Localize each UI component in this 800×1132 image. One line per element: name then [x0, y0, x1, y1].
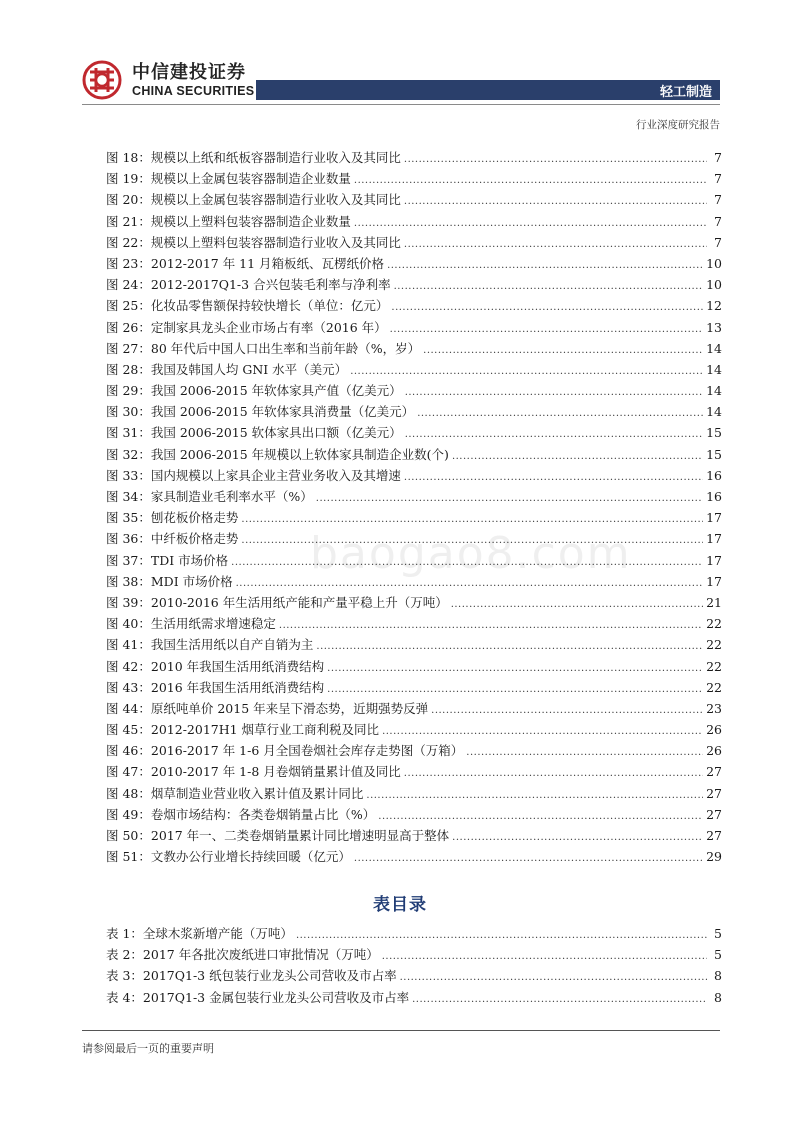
dot-leader [405, 387, 703, 398]
figure-entry-page-number: 17 [706, 510, 722, 526]
table-entry-label: 表 2：2017 年各批次废纸进口审批情况（万吨） [106, 947, 379, 963]
figure-entry-page-number: 10 [706, 255, 722, 271]
figure-entry-label: 图 25：化妆品零售额保持较快增长（单位：亿元） [106, 298, 389, 314]
footer-divider [82, 1030, 720, 1031]
figure-entry-page-number: 12 [706, 298, 722, 314]
figure-entry[interactable] [106, 593, 722, 614]
table-entry-label: 表 1：全球木浆新增产能（万吨） [106, 926, 293, 941]
dot-leader [431, 705, 703, 716]
figure-entry-label: 图 35：刨花板价格走势 [106, 510, 239, 526]
dot-leader [405, 429, 703, 440]
figure-entry[interactable] [106, 296, 722, 317]
dot-leader [241, 514, 703, 525]
figure-entry-page-number: 16 [706, 489, 722, 504]
dot-leader [350, 366, 703, 377]
dot-leader [327, 663, 703, 674]
figure-entry[interactable] [106, 847, 722, 868]
table-entry[interactable] [106, 924, 722, 945]
figure-entry[interactable] [106, 508, 722, 529]
figure-entry-page-number: 14 [706, 340, 722, 356]
header-divider [82, 104, 720, 105]
figure-entry-page-number: 27 [706, 764, 722, 780]
industry-banner [256, 80, 720, 100]
dot-leader [423, 345, 703, 356]
figure-entry[interactable] [106, 275, 722, 296]
figure-entry[interactable] [106, 360, 722, 381]
dot-leader [366, 790, 703, 801]
figure-entry[interactable] [106, 635, 722, 656]
figure-entry-page-number: 22 [706, 616, 722, 632]
figure-entry[interactable] [106, 551, 722, 572]
brand-name-en: CHINA SECURITIES [132, 84, 255, 98]
figure-entry-page-number: 13 [706, 319, 722, 335]
figure-entry-label: 图 27：80 年代后中国人口出生率和当前年龄（%，岁） [106, 340, 421, 356]
dot-leader [382, 726, 703, 737]
figure-entry-label: 图 18：规模以上纸和纸板容器制造行业收入及其同比 [106, 150, 401, 165]
figure-entry-label: 图 33：国内规模以上家具企业主营业务收入及其增速 [106, 467, 401, 483]
dot-leader [390, 324, 703, 335]
figure-entry[interactable] [106, 190, 722, 211]
dot-leader [387, 260, 703, 271]
dot-leader [400, 972, 707, 983]
figure-entry[interactable] [106, 699, 722, 720]
figure-entry-page-number: 7 [714, 171, 722, 187]
figure-entry-page-number: 7 [714, 234, 722, 250]
figure-entry-label: 图 22：规模以上塑料包装容器制造行业收入及其同比 [106, 234, 401, 250]
dot-leader [452, 832, 703, 843]
figure-entry[interactable] [106, 741, 722, 762]
figure-entry-page-number: 27 [706, 785, 722, 801]
dot-leader [354, 218, 707, 229]
dot-leader [391, 302, 703, 313]
figure-entry-label: 图 34：家具制造业毛利率水平（%） [106, 489, 313, 504]
figure-entry[interactable] [106, 212, 722, 233]
figure-entry[interactable] [106, 254, 722, 275]
figure-entry-page-number: 7 [714, 150, 722, 165]
table-entry[interactable] [106, 988, 722, 1009]
dot-leader [327, 684, 703, 695]
figure-entry-label: 图 23：2012-2017 年 11 月箱板纸、瓦楞纸价格 [106, 255, 385, 271]
watermark: baogao8.com [310, 528, 632, 579]
figure-entry[interactable] [106, 572, 722, 593]
figure-entry[interactable] [106, 339, 722, 360]
figure-entry[interactable] [106, 318, 722, 339]
figure-entry-label: 图 21：规模以上塑料包装容器制造企业数量 [106, 213, 351, 229]
figure-entry[interactable] [106, 233, 722, 254]
dot-leader [404, 154, 707, 165]
figure-entry-label: 图 19：规模以上金属包装容器制造企业数量 [106, 171, 351, 187]
figure-entry-label: 图 20：规模以上金属包装容器制造行业收入及其同比 [106, 192, 401, 208]
table-entry[interactable] [106, 945, 722, 966]
figure-entry-page-number: 23 [706, 700, 722, 716]
dot-leader [378, 811, 703, 822]
figure-entry-page-number: 14 [706, 404, 722, 420]
figure-list [106, 148, 722, 868]
figure-entry-page-number: 7 [714, 192, 722, 208]
figure-entry-label: 图 30：我国 2006-2015 年软体家具消费量（亿美元） [106, 404, 415, 420]
figure-entry[interactable] [106, 381, 722, 402]
dot-leader [452, 451, 703, 462]
figure-entry-label: 图 49：卷烟市场结构：各类卷烟销量占比（%） [106, 806, 376, 822]
figure-entry-label: 图 26：定制家具龙头企业市场占有率（2016 年） [106, 319, 387, 335]
figure-entry[interactable] [106, 678, 722, 699]
figure-entry-page-number: 21 [706, 594, 722, 610]
figure-entry-label: 图 41：我国生活用纸以自产自销为主 [106, 637, 314, 653]
figure-entry-page-number: 29 [706, 849, 722, 865]
figure-entry-page-number: 10 [706, 277, 722, 293]
figure-entry[interactable] [106, 657, 722, 678]
brand-name-cn: 中信建投证券 [132, 62, 246, 83]
table-entry-page-number: 5 [714, 947, 722, 963]
dot-leader [241, 535, 703, 546]
figure-entry-page-number: 17 [706, 552, 722, 568]
table-entry-label: 表 4：2017Q1-3 金属包装行业龙头公司营收及市占率 [106, 989, 410, 1005]
figure-entry-label: 图 38：MDI 市场价格 [106, 573, 233, 589]
figure-entry[interactable] [106, 614, 722, 635]
figure-entry[interactable] [106, 402, 722, 423]
dot-leader [296, 930, 707, 941]
dot-leader [404, 768, 703, 779]
figure-entry-label: 图 32：我国 2006-2015 年规模以上软体家具制造企业数(个) [106, 446, 449, 462]
figure-entry-page-number: 15 [706, 446, 722, 462]
figure-entry-label: 图 44：原纸吨单价 2015 年来呈下滑态势，近期强势反弹 [106, 700, 429, 716]
figure-entry-label: 图 37：TDI 市场价格 [106, 552, 229, 568]
figure-entry[interactable] [106, 148, 722, 169]
page-header [0, 0, 800, 140]
figure-entry-label: 图 43：2016 年我国生活用纸消费结构 [106, 679, 325, 695]
dot-leader [279, 620, 703, 631]
dot-leader [417, 408, 703, 419]
table-entry[interactable] [106, 966, 722, 987]
figure-entry-page-number: 26 [706, 743, 722, 759]
china-securities-logo-icon [82, 60, 126, 100]
table-entry-page-number: 8 [714, 968, 722, 984]
figure-entry-page-number: 26 [706, 722, 722, 738]
figure-entry[interactable] [106, 805, 722, 826]
dot-leader [394, 281, 704, 292]
table-list [106, 924, 722, 1009]
figure-entry-page-number: 27 [706, 828, 722, 843]
figure-entry[interactable] [106, 784, 722, 805]
figure-entry[interactable] [106, 423, 722, 444]
figure-entry-page-number: 7 [714, 213, 722, 229]
table-list-title: 表目录 [373, 895, 427, 915]
figure-entry-label: 图 45：2012-2017H1 烟草行业工商利税及同比 [106, 722, 380, 738]
figure-entry-label: 图 51：文教办公行业增长持续回暖（亿元） [106, 849, 351, 865]
dot-leader [404, 196, 707, 207]
figure-entry[interactable] [106, 529, 722, 550]
figure-entry-page-number: 15 [706, 425, 722, 441]
figure-entry[interactable] [106, 445, 722, 466]
figure-entry-page-number: 17 [706, 531, 722, 547]
figure-entry[interactable] [106, 720, 722, 741]
figure-entry-label: 图 24：2012-2017Q1-3 合兴包装毛利率与净利率 [106, 277, 391, 293]
industry-label: 轻工制造 [659, 85, 712, 100]
dot-leader [404, 472, 703, 483]
figure-entry[interactable] [106, 826, 722, 847]
figure-entry-page-number: 17 [706, 573, 722, 589]
dot-leader [466, 747, 703, 758]
table-entry-page-number: 5 [714, 926, 722, 941]
figure-entry-label: 图 39：2010-2016 年生活用纸产能和产量平稳上升（万吨） [106, 594, 448, 610]
figure-entry-label: 图 47：2010-2017 年 1-8 月卷烟销量累计值及同比 [106, 764, 401, 780]
dot-leader [231, 557, 703, 568]
dot-leader [382, 951, 707, 962]
figure-entry-page-number: 16 [706, 467, 722, 483]
figure-entry-page-number: 27 [706, 806, 722, 822]
figure-entry-label: 图 46：2016-2017 年 1-6 月全国卷烟社会库存走势图（万箱） [106, 743, 464, 759]
figure-entry-label: 图 48：烟草制造业营业收入累计值及累计同比 [106, 785, 364, 801]
figure-entry-label: 图 36：中纤板价格走势 [106, 531, 239, 547]
dot-leader [354, 175, 707, 186]
dot-leader [316, 641, 703, 652]
figure-entry[interactable] [106, 487, 722, 508]
table-entry-label: 表 3：2017Q1-3 纸包装行业龙头公司营收及市占率 [106, 968, 397, 984]
figure-entry-label: 图 50：2017 年一、二类卷烟销量累计同比增速明显高于整体 [106, 828, 450, 843]
figure-entry-label: 图 29：我国 2006-2015 年软体家具产值（亿美元） [106, 383, 402, 399]
figure-entry-label: 图 31：我国 2006-2015 软体家具出口额（亿美元） [106, 425, 402, 441]
report-type: 行业深度研究报告 [636, 119, 720, 131]
figure-entry-page-number: 14 [706, 383, 722, 399]
figure-entry[interactable] [106, 466, 722, 487]
figure-entry-label: 图 42：2010 年我国生活用纸消费结构 [106, 658, 325, 674]
figure-entry-page-number: 14 [706, 361, 722, 377]
figure-entry[interactable] [106, 169, 722, 190]
dot-leader [354, 853, 703, 864]
figure-entry-page-number: 22 [706, 637, 722, 653]
dot-leader [316, 493, 703, 504]
dot-leader [412, 994, 707, 1005]
dot-leader [451, 599, 703, 610]
figure-entry[interactable] [106, 762, 722, 783]
table-entry-page-number: 8 [714, 989, 722, 1005]
dot-leader [404, 239, 707, 250]
footer-disclaimer-note: 请参阅最后一页的重要声明 [82, 1042, 214, 1055]
figure-entry-label: 图 28：我国及韩国人均 GNI 水平（美元） [106, 361, 348, 377]
figure-entry-page-number: 22 [706, 658, 722, 674]
figure-entry-label: 图 40：生活用纸需求增速稳定 [106, 616, 276, 632]
dot-leader [236, 578, 703, 589]
figure-entry-page-number: 22 [706, 679, 722, 695]
